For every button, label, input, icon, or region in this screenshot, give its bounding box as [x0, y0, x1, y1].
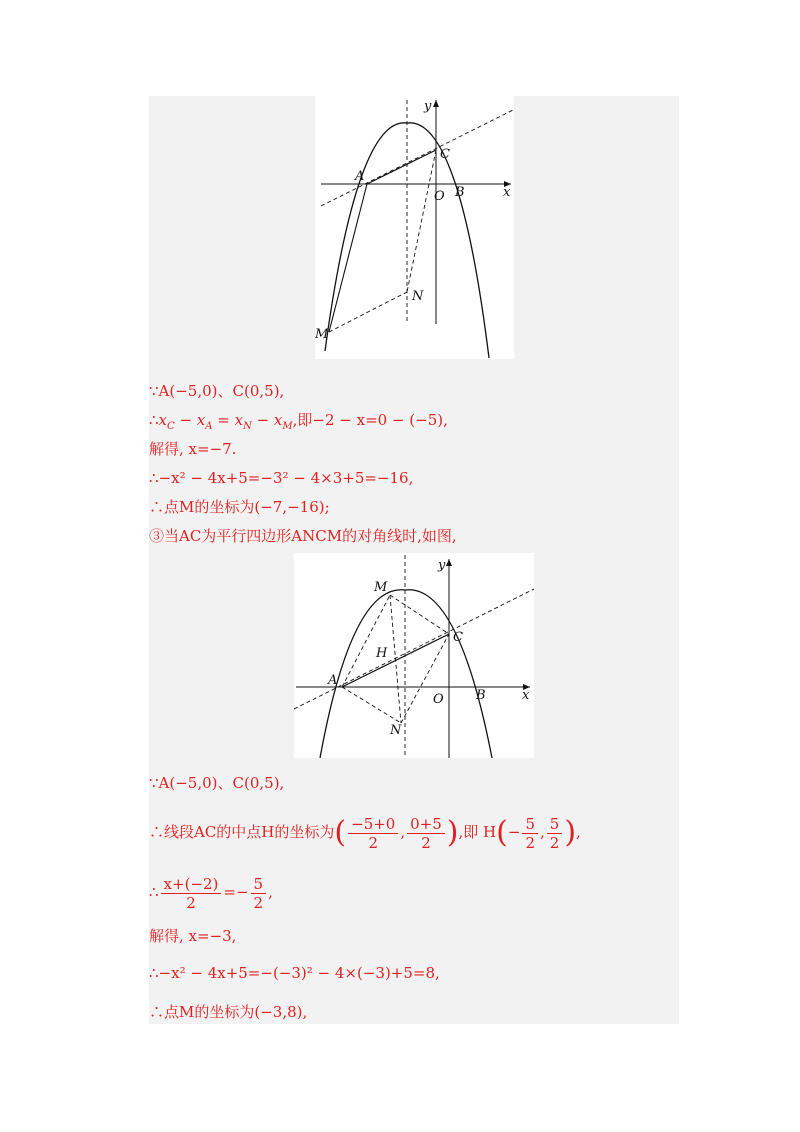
line-ac-extended: [294, 589, 534, 709]
label-m: M: [374, 580, 388, 595]
label-a: A: [328, 673, 338, 688]
line-1: ∵A(−5,0)、C(0,5),: [149, 382, 285, 400]
label-o: O: [433, 692, 444, 707]
figure-1-svg: [315, 96, 514, 359]
line-8: ∴线段AC的中点H的坐标为( $\frac{-5+0}{2}$ , $\frac{0+5}{2}$ ),即 H(− $\frac{5}{2}$ , $\frac{5}{2}$ ),: [149, 814, 581, 852]
label-b: B: [476, 688, 486, 703]
segment-cn: [407, 150, 436, 292]
line-12: ∴点M的坐标为(−3,8),: [149, 1003, 308, 1021]
segment-am: [329, 184, 367, 332]
parabola: [320, 590, 492, 758]
label-c: C: [453, 630, 463, 645]
label-o: O: [434, 189, 445, 204]
line-11: ∴−x² − 4x+5=−(−3)² − 4×(−3)+5=8,: [149, 964, 440, 982]
y-axis-arrow: [433, 100, 439, 107]
label-n: N: [390, 723, 402, 738]
line-10: 解得, x=−3,: [149, 927, 237, 945]
line-3: 解得, x=−7.: [149, 440, 237, 458]
line-6: ③当AC为平行四边形ANCM的对角线时,如图,: [149, 527, 457, 545]
label-h: H: [376, 646, 388, 661]
label-x: x: [522, 688, 530, 703]
label-b: B: [455, 185, 465, 200]
line-5: ∴点M的坐标为(−7,−16);: [149, 498, 330, 516]
segment-mn: [329, 292, 407, 332]
segment-nc: [401, 634, 449, 723]
segment-mc: [390, 595, 449, 634]
y-axis-arrow: [446, 559, 452, 566]
line-4: ∴−x² − 4x+5=−3² − 4×3+5=−16,: [149, 469, 414, 487]
label-y: y: [424, 99, 432, 114]
figure-parallelogram-case-3: [294, 553, 534, 758]
line-7: ∵A(−5,0)、C(0,5),: [149, 774, 285, 792]
line-9: ∴ $\frac{x+(-2)}{2}$ =− $\frac{5}{2}$ ,: [149, 874, 273, 912]
segment-ac: [367, 150, 436, 184]
label-m: M: [315, 327, 329, 342]
figure-2-svg: [294, 553, 534, 758]
label-y: y: [438, 558, 446, 573]
figure-parallelogram-case-2: [315, 96, 514, 359]
segment-an: [342, 687, 401, 723]
line-2: $\therefore x_C - x_A = x_N - x_M$,即−2 − x=0 − (−5),: [149, 411, 448, 432]
label-a: A: [355, 169, 365, 184]
label-c: C: [440, 147, 450, 162]
label-x: x: [503, 185, 511, 200]
label-n: N: [412, 289, 424, 304]
